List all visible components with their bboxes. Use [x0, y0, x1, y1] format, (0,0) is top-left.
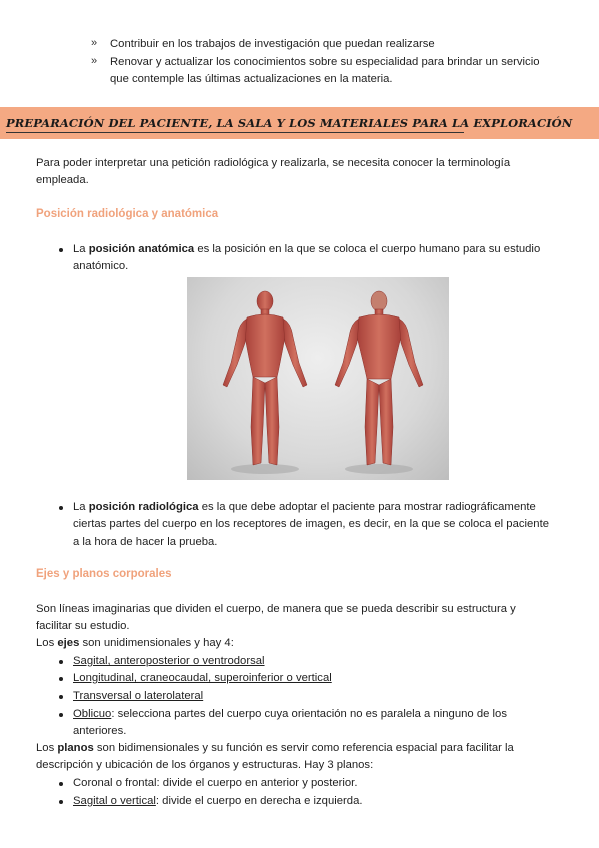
paragraph-line: anatómico. — [73, 260, 129, 272]
bullet-dot — [59, 800, 63, 804]
section-banner — [0, 107, 599, 139]
list-item-continuation: que contemple las últimas actualizaciones en la materia. — [110, 73, 393, 85]
paragraph-line: descripción y ubicación de los órganos y estructuras. Hay 3 planos: — [36, 759, 374, 771]
intro-line: empleada. — [36, 174, 89, 186]
bullet-dot — [59, 695, 63, 699]
paragraph-radiologica: La posición radiológica es la que debe adoptar el paciente para mostrar radiográficamente — [73, 501, 536, 513]
list-item: Coronal o frontal: divide el cuerpo en anterior y posterior. — [73, 777, 358, 789]
section-heading: Posición radiológica y anatómica — [36, 208, 219, 220]
intro-line: Para poder interpretar una petición radiológica y realizarla, se necesita conocer la terminología — [36, 157, 511, 169]
bullet-dot — [59, 782, 63, 786]
list-item: Transversal o laterolateral — [73, 690, 204, 702]
list-marker: » — [91, 55, 98, 67]
list-item: Renovar y actualizar los conocimientos sobre su especialidad para brindar un servicio — [110, 56, 540, 68]
list-item: Contribuir en los trabajos de investigación que puedan realizarse — [110, 38, 435, 50]
paragraph-line: a la hora de hacer la prueba. — [73, 536, 218, 548]
bullet-dot — [59, 677, 63, 681]
list-marker: » — [91, 37, 98, 49]
planos-intro: Los planos son bidimensionales y su función es servir como referencia espacial para facilitar la — [36, 742, 514, 754]
paragraph-anatomica: La posición anatómica es la posición en la que se coloca el cuerpo humano para su estudio — [73, 243, 541, 255]
list-item: Sagital, anteroposterior o ventrodorsal — [73, 655, 265, 667]
bullet-dot — [59, 506, 63, 510]
anatomical-muscle-figure-icon — [187, 277, 449, 480]
bullet-dot — [59, 248, 63, 252]
list-item: Longitudinal, craneocaudal, superoinferior o vertical — [73, 672, 332, 684]
bullet-dot — [59, 713, 63, 717]
bullet-dot — [59, 660, 63, 664]
anatomical-figure-image — [187, 277, 449, 480]
banner-underline — [6, 132, 464, 133]
banner-title: PREPARACIÓN DEL PACIENTE, LA SALA Y LOS MATERIALES PARA LA EXPLORACIÓN — [6, 116, 573, 130]
paragraph-line: ciertas partes del cuerpo en los receptores de imagen, es decir, en la que se coloca el paciente — [73, 518, 550, 530]
paragraph-line: facilitar su estudio. — [36, 620, 130, 632]
list-item: Sagital o vertical: divide el cuerpo en derecha e izquierda. — [73, 795, 363, 807]
paragraph-line: Son líneas imaginarias que dividen el cuerpo, de manera que se pueda describir su estructura y — [36, 603, 516, 615]
list-item-continuation: anteriores. — [73, 725, 127, 737]
list-item: Oblicuo: selecciona partes del cuerpo cuya orientación no es paralela a ninguno de los — [73, 708, 507, 720]
section-heading: Ejes y planos corporales — [36, 568, 172, 580]
ejes-intro: Los ejes son unidimensionales y hay 4: — [36, 637, 234, 649]
